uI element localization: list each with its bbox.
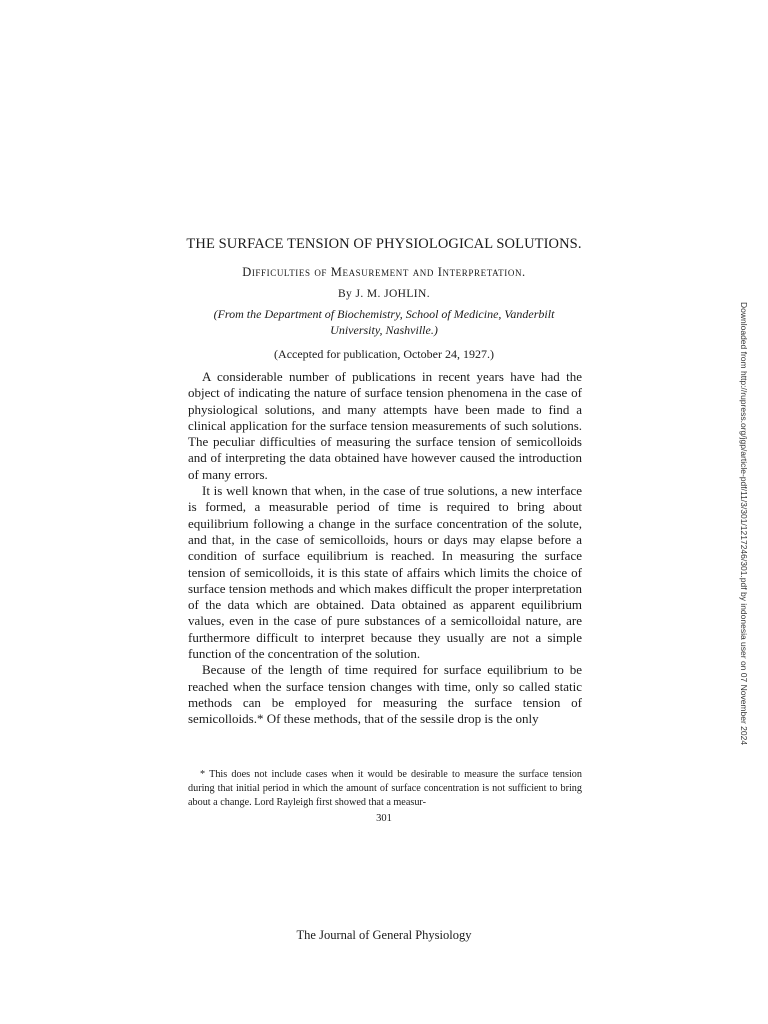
- article-body: [188, 369, 582, 728]
- author-affiliation: (From the Department of Biochemistry, School of Medicine, Vanderbilt University, Nashville.): [213, 307, 555, 337]
- article-author: By J. M. JOHLIN.: [337, 288, 430, 300]
- page-number: 301: [376, 813, 392, 824]
- accepted-date: (Accepted for publication, October 24, 1927.): [274, 347, 494, 361]
- body-paragraph: It is well known that when, in the case of true solutions, a new interface is formed, a measurable period of time is required to bring about equilibrium following a change in the surface concentration of the solute, and that, in the case of semicolloids, hours or days may elapse before a condition of surface equilibrium is reached. In measuring the surface tension of semicolloids, it is this state of affairs which limits the choice of surface tension methods and which makes difficult the proper interpretation of the data which are obtained. Data obtained as apparent equilibrium values, even in the case of pure substances of a semicolloidal nature, are furthermore difficult to interpret because they usually are not a simple function of the concentration of the solution.: [188, 483, 582, 662]
- article-subtitle: Difficulties of Measurement and Interpretation.: [242, 265, 526, 279]
- article-title: THE SURFACE TENSION OF PHYSIOLOGICAL SOLUTIONS.: [186, 236, 582, 252]
- download-watermark: Downloaded from http://rupress.org/jgp/article-pdf/11/3/301/1217246/301.pdf by indonesia user on 07 November 2024: [739, 302, 749, 746]
- journal-name: The Journal of General Physiology: [296, 928, 472, 942]
- body-paragraph: A considerable number of publications in recent years have had the object of indicating the nature of surface tension phenomena in the case of physiological solutions, and many attempts have been made to find a clinical application for the surface tension measurements of such solutions. The peculiar difficulties of measuring the surface tension of semicolloids and of interpreting the data obtained have however caused the introduction of many errors.: [188, 369, 582, 482]
- body-paragraph: Because of the length of time required for surface equilibrium to be reached when the surface tension changes with time, only so called static methods can be employed for measuring the surface tension of semicolloids.* Of these methods, that of the sessile drop is the only: [188, 662, 582, 727]
- footnote: * This does not include cases when it would be desirable to measure the surface tension during that initial period in which the amount of surface concentration is not sufficient to bring about a change. Lord Rayleigh first showed that a measur-: [188, 769, 582, 808]
